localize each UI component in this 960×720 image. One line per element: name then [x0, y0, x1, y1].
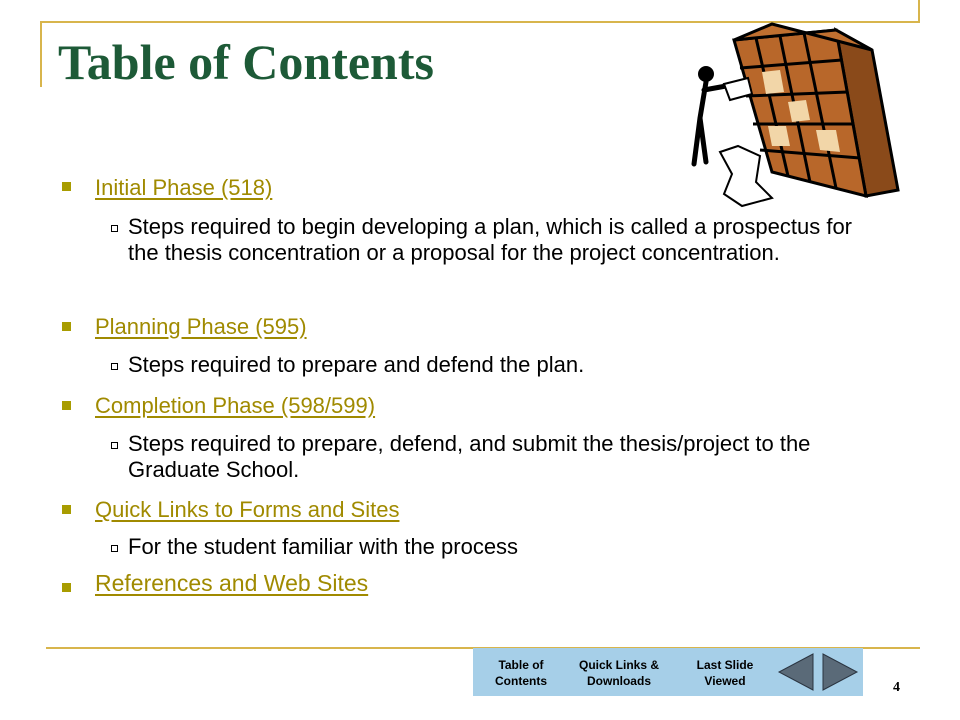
planning-phase-link[interactable]: Planning Phase (595)	[95, 314, 307, 339]
bullet-square-icon	[62, 182, 71, 191]
quick-links-link[interactable]: Quick Links to Forms and Sites	[95, 497, 400, 522]
bullet-hollow-square-icon	[111, 545, 118, 552]
bullet-square-icon	[62, 401, 71, 410]
bullet-hollow-square-icon	[111, 442, 118, 449]
page-title: Table of Contents	[58, 34, 434, 90]
right-arrow-icon[interactable]	[821, 652, 859, 692]
planning-phase-description: Steps required to prepare and defend the plan.	[128, 352, 585, 377]
initial-phase-link[interactable]: Initial Phase (518)	[95, 175, 273, 200]
slide-navigation-bar	[473, 648, 863, 696]
bullet-hollow-square-icon	[111, 225, 118, 232]
left-arrow-icon[interactable]	[777, 652, 815, 692]
bullet-square-icon	[62, 322, 71, 331]
quick-links-description: For the student familiar with the process	[128, 534, 519, 559]
toc-item-planning-phase	[95, 314, 307, 340]
bullet-hollow-square-icon	[111, 363, 118, 370]
bullet-square-icon	[62, 505, 71, 514]
initial-phase-description: Steps required to begin developing a plan, which is called a prospectus for the thesis concentration or a proposal for the project concentration.	[128, 214, 853, 265]
bullet-square-icon	[62, 583, 71, 592]
completion-phase-description: Steps required to prepare, defend, and submit the thesis/project to the Graduate School.	[128, 431, 811, 482]
quick-links-downloads-button[interactable]: Quick Links & Downloads	[578, 658, 660, 688]
toc-item-quick-links	[95, 497, 399, 523]
toc-item-references	[95, 569, 368, 597]
completion-phase-link[interactable]: Completion Phase (598/599)	[95, 393, 376, 418]
table-of-contents-button[interactable]: Table of Contents	[495, 658, 547, 688]
last-slide-viewed-button[interactable]: Last Slide Viewed	[696, 658, 754, 688]
toc-item-completion-phase	[95, 393, 375, 419]
references-link[interactable]: References and Web Sites	[95, 570, 369, 596]
slide-page-number: 4	[893, 680, 900, 695]
toc-item-initial-phase	[95, 175, 272, 201]
